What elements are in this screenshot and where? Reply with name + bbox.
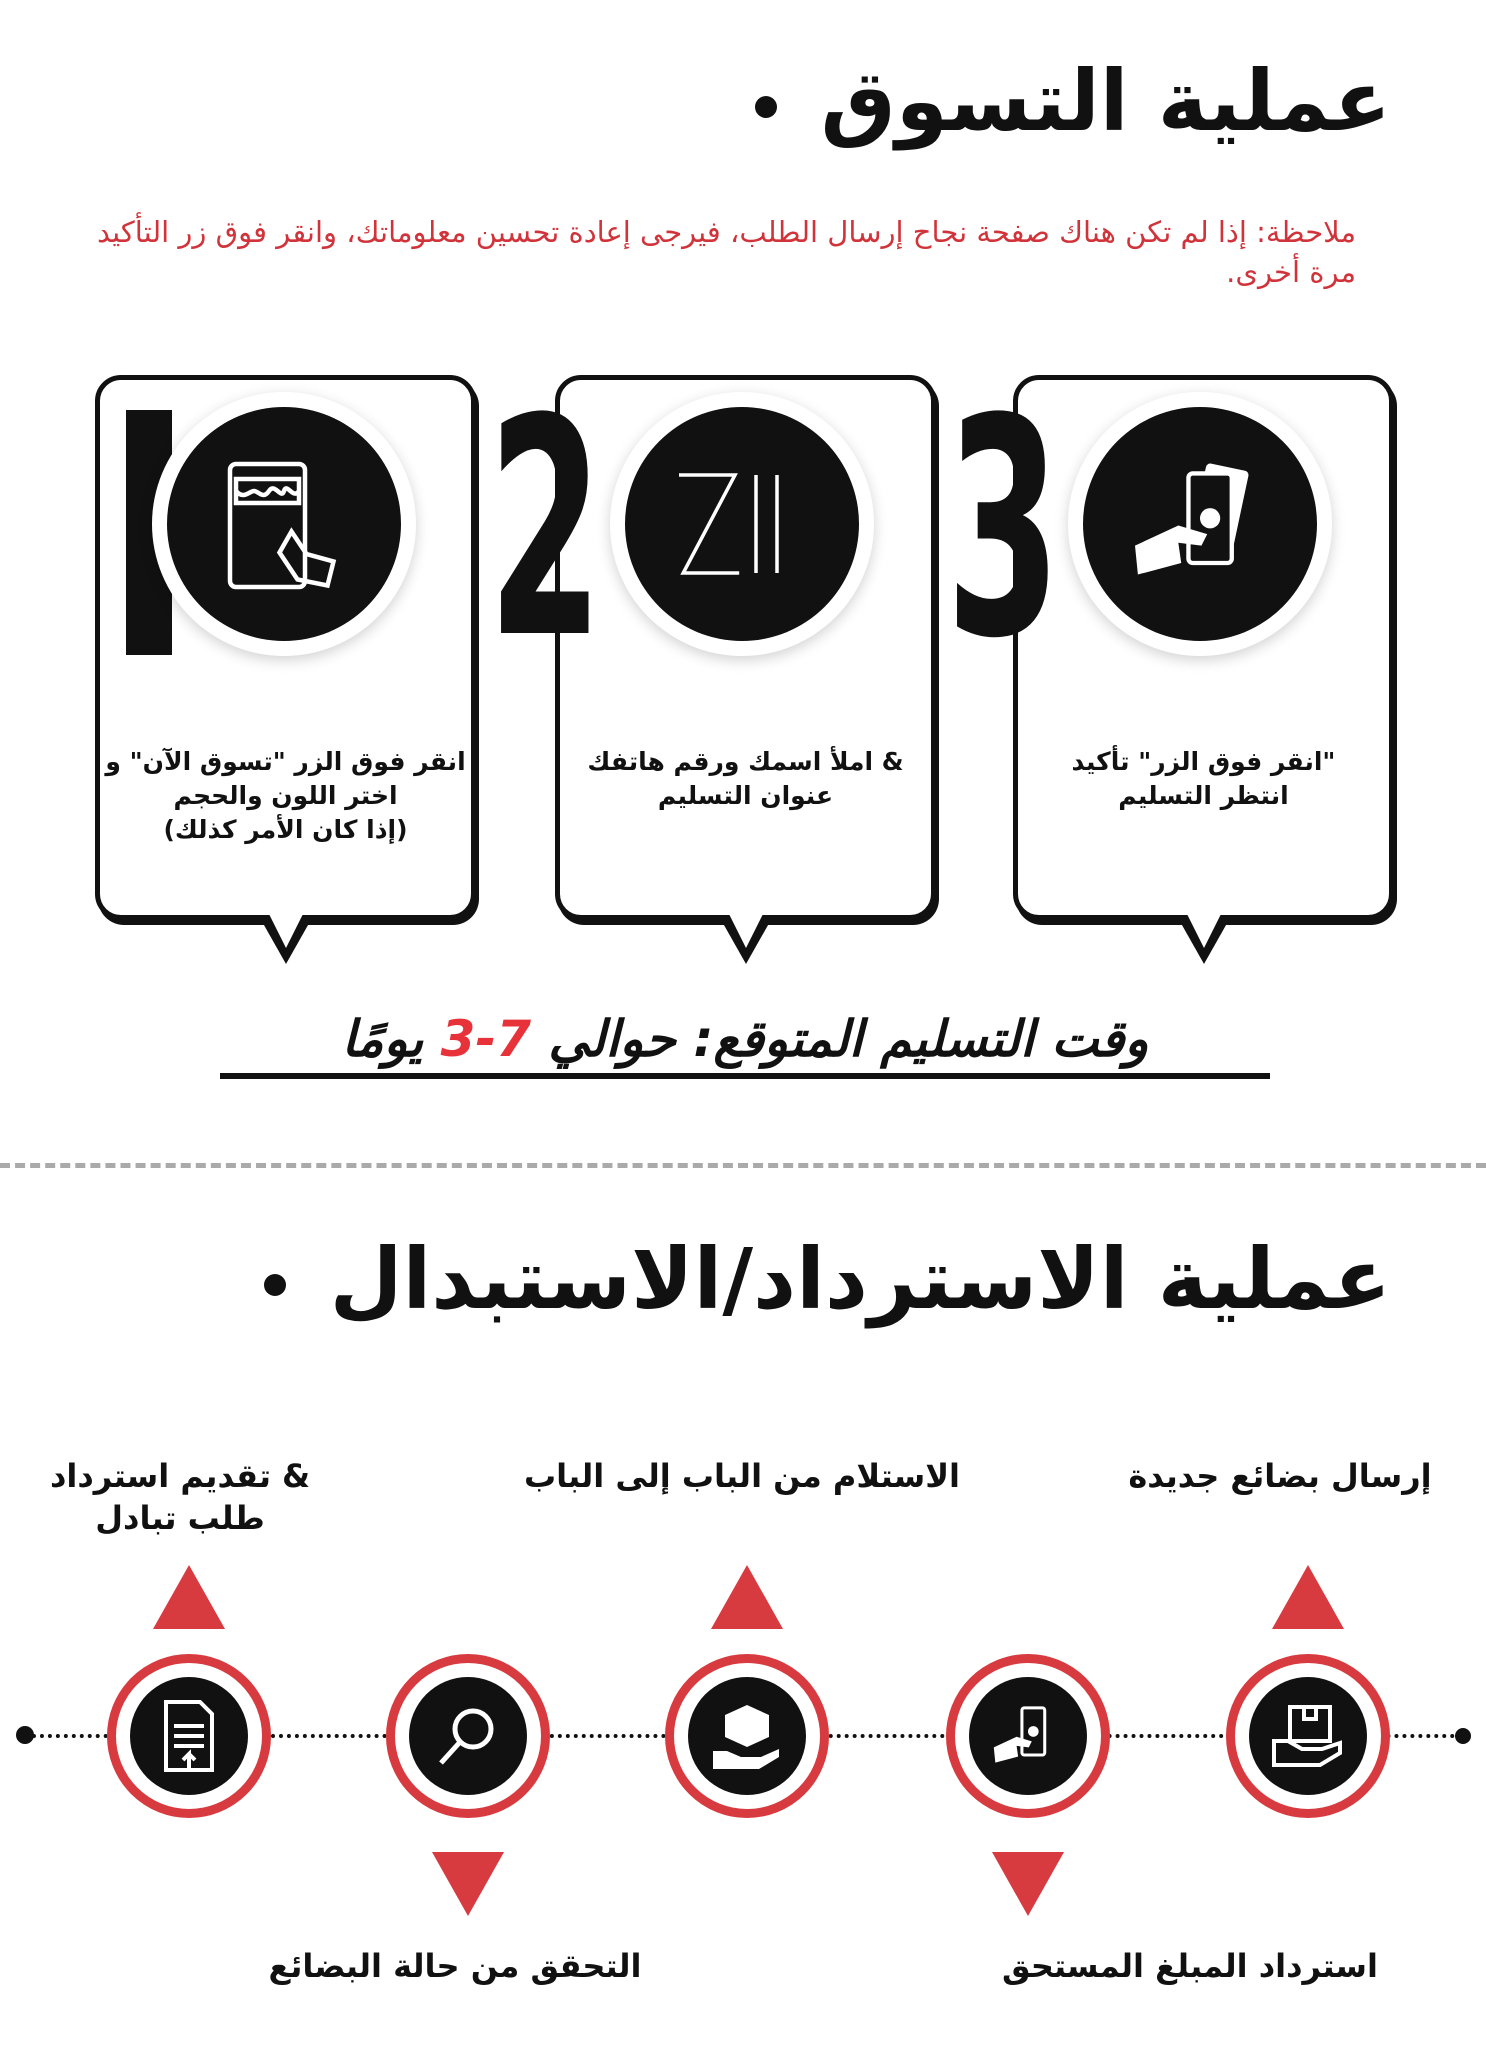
- label-submit-line-1: & تقديم استرداد: [49, 1457, 311, 1495]
- shop-tap-icon: [167, 407, 401, 641]
- label-refund-amount: استرداد المبلغ المستحق: [1002, 1947, 1378, 1985]
- bullet-icon: [264, 1274, 286, 1296]
- step-1-line-1: انقر فوق الزر "تسوق الآن" و: [105, 747, 466, 776]
- delivery-suffix: يومًا: [341, 1010, 424, 1068]
- note-text: ملاحظة: إذا لم تكن هناك صفحة نجاح إرسال الطلب، فيرجى إعادة تحسين معلوماتك، وانقر فوق زر التأكيد مرة أخرى.: [96, 215, 1356, 289]
- label-submit-request: [30, 1455, 330, 1539]
- label-inspect-goods: التحقق من حالة البضائع: [268, 1947, 642, 1985]
- step-3-line-2: انتظر التسليم: [1118, 781, 1289, 810]
- arrow-down-icon: [992, 1852, 1064, 1916]
- step-tail-2: [720, 918, 772, 964]
- shipping-hand-icon: [1249, 1677, 1367, 1795]
- step-request-document: [107, 1654, 271, 1818]
- timeline-start-dot: [16, 1726, 34, 1744]
- arrow-down-icon: [432, 1852, 504, 1916]
- delivery-underline: [220, 1073, 1270, 1079]
- label-send-new-goods: إرسال بضائع جديدة: [1128, 1457, 1432, 1495]
- timeline-end-dot: [1455, 1728, 1471, 1744]
- step-1-line-3: (إذا كان الأمر كذلك): [163, 815, 408, 844]
- shopping-title-text: عملية التسوق: [820, 52, 1391, 150]
- box-hand-icon: [688, 1677, 806, 1795]
- step-tail-3: [1178, 918, 1230, 964]
- shopping-title: [755, 52, 1391, 150]
- cash-hand-icon: [1083, 407, 1317, 641]
- label-door-pickup: الاستلام من الباب إلى الباب: [523, 1457, 960, 1495]
- returns-title: [264, 1230, 1391, 1328]
- step-send-new-goods: [1226, 1654, 1390, 1818]
- delivery-prefix: وقت التسليم المتوقع: حوالي: [548, 1010, 1149, 1068]
- zip-logo-icon: [625, 407, 859, 641]
- step-inspect-goods: [386, 1654, 550, 1818]
- step-tail-1: [260, 918, 312, 964]
- magnifier-icon: [409, 1677, 527, 1795]
- arrow-up-icon: [1272, 1565, 1344, 1629]
- step-1-line-2: اختر اللون والحجم: [173, 781, 398, 810]
- step-number-3: 3: [946, 355, 1061, 704]
- cash-hand-icon: [969, 1677, 1087, 1795]
- step-2-line-2: عنوان التسليم: [657, 781, 834, 810]
- arrow-up-icon: [711, 1565, 783, 1629]
- step-number-2: 2: [488, 355, 603, 704]
- document-icon: [130, 1677, 248, 1795]
- step-2-line-1: & املأ اسمك ورقم هاتفك: [587, 747, 904, 776]
- step-3-line-1: "انقر فوق الزر" تأكيد: [1071, 747, 1336, 776]
- step-text-2: [565, 745, 926, 813]
- label-submit-line-2: طلب تبادل: [95, 1499, 265, 1537]
- delivery-time: [220, 1010, 1270, 1068]
- step-door-pickup: [665, 1654, 829, 1818]
- bullet-icon: [755, 96, 777, 118]
- step-text-1: [105, 745, 466, 847]
- arrow-up-icon: [153, 1565, 225, 1629]
- returns-title-text: عملية الاسترداد/الاستبدال: [329, 1230, 1391, 1328]
- section-divider: [0, 1163, 1486, 1168]
- delivery-days: 3-7: [440, 1010, 531, 1068]
- step-refund: [946, 1654, 1110, 1818]
- step-text-3: [1023, 745, 1384, 813]
